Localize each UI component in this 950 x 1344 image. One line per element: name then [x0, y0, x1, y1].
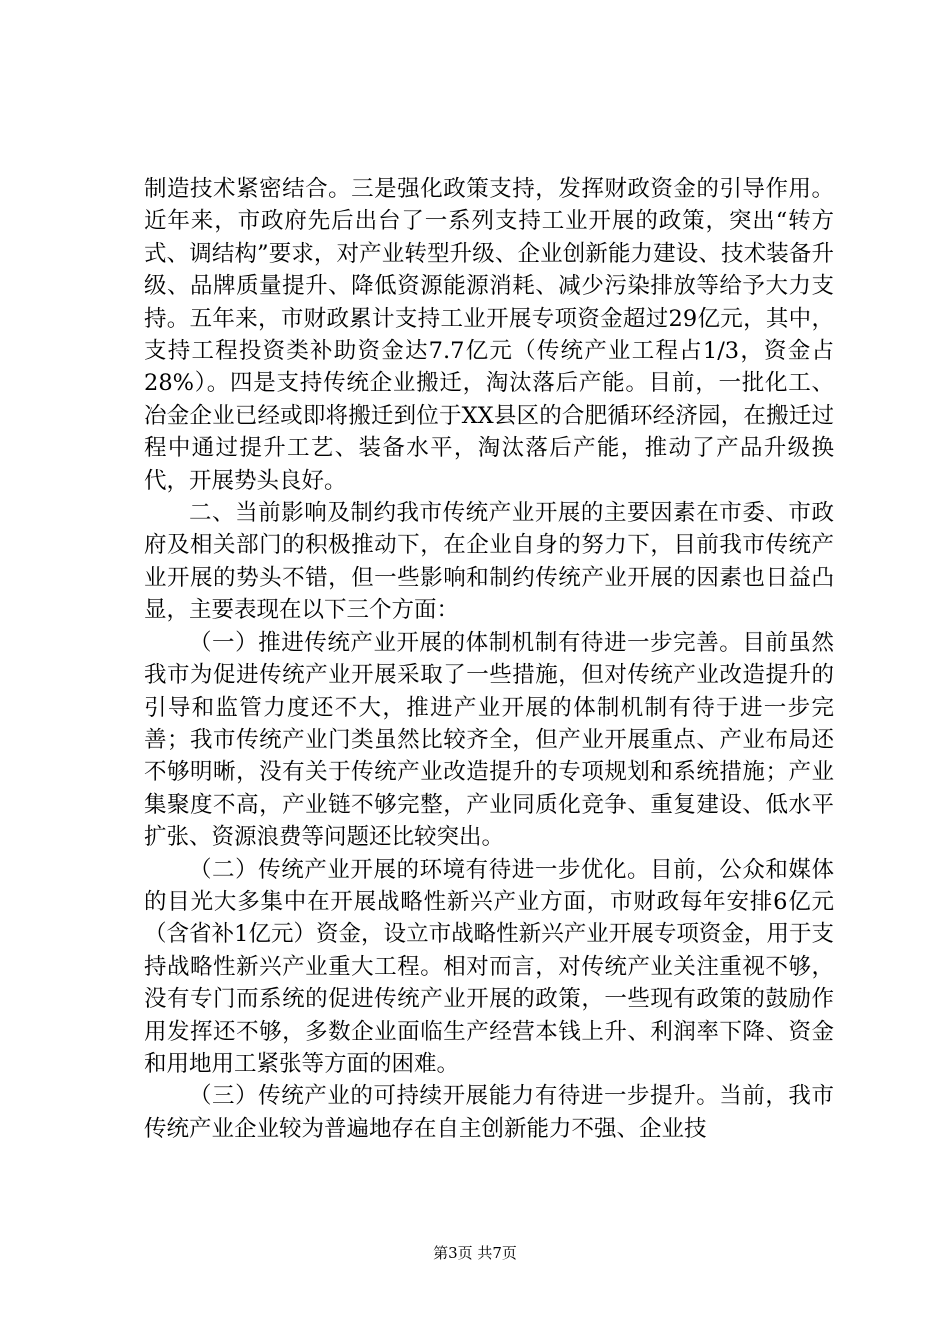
paragraph-point-three: （三）传统产业的可持续开展能力有待进一步提升。当前，我市传统产业企业较为普遍地存在自主创新能力不强、企业技 [144, 1083, 834, 1142]
paragraph-point-two: （二）传统产业开展的环境有待进一步优化。目前，公众和媒体的目光大多集中在开展战略性新兴产业方面，市财政每年安排6亿元（含省补1亿元）资金，设立市战略性新兴产业开展专项资金，用于支持战略性新兴产业重大工程。相对而言，对传统产业关注重视不够，没有专门而系统的促进传统产业开展的政策，一些现有政策的鼓励作用发挥还不够，多数企业面临生产经营本钱上升、利润率下降、资金和用地用工紧张等方面的困难。 [144, 856, 834, 1077]
document-body [144, 173, 834, 1145]
paragraph-point-one: （一）推进传统产业开展的体制机制有待进一步完善。目前虽然我市为促进传统产业开展采取了一些措施，但对传统产业改造提升的引导和监管力度还不大，推进产业开展的体制机制有待于进一步完善；我市传统产业门类虽然比较齐全，但产业开展重点、产业布局还不够明晰，没有关于传统产业改造提升的专项规划和系统措施；产业集聚度不高，产业链不够完整，产业同质化竞争、重复建设、低水平扩张、资源浪费等问题还比较突出。 [144, 629, 834, 851]
paragraph-section-two: 二、当前影响及制约我市传统产业开展的主要因素在市委、市政府及相关部门的积极推动下，在企业自身的努力下，目前我市传统产业开展的势头不错，但一些影响和制约传统产业开展的因素也日益凸显，主要表现在以下三个方面： [144, 500, 834, 624]
paragraph-continuation: 制造技术紧密结合。三是强化政策支持，发挥财政资金的引导作用。近年来，市政府先后出台了一系列支持工业开展的政策，突出“转方式、调结构”要求，对产业转型升级、企业创新能力建设、技术装备升级、品牌质量提升、降低资源能源消耗、减少污染排放等给予大力支持。五年来，市财政累计支持工业开展专项资金超过29亿元，其中，支持工程投资类补助资金达7.7亿元（传统产业工程占1/3，资金占28%）。四是支持传统企业搬迁，淘汰落后产能。目前，一批化工、冶金企业已经或即将搬迁到位于XX县区的合肥循环经济园，在搬迁过程中通过提升工艺、装备水平，淘汰落后产能，推动了产品升级换代，开展势头良好。 [144, 176, 834, 494]
page-footer: 第3页 共7页 [433, 1244, 517, 1262]
